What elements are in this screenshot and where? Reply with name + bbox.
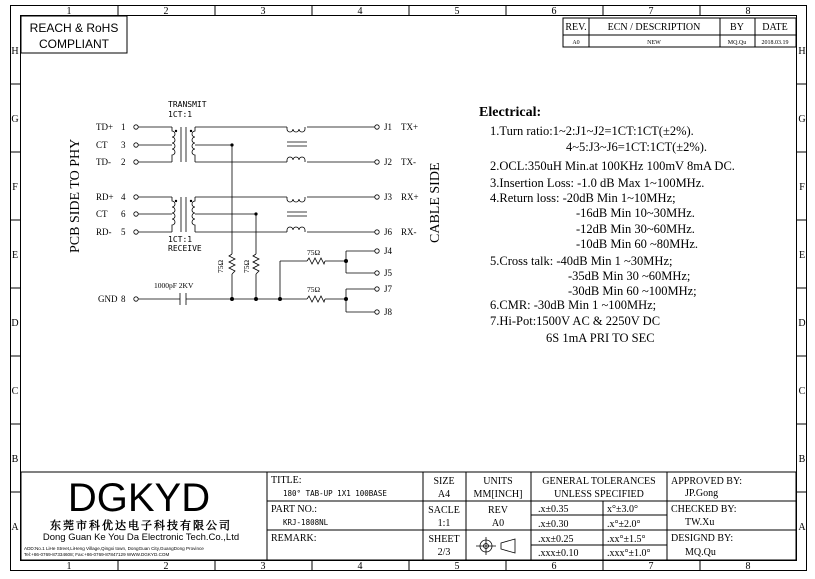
pin-num-6: 6	[121, 209, 126, 219]
pin-label-ct-rx: CT	[96, 209, 108, 219]
approved-value: JP.Gong	[685, 488, 719, 499]
left-pins	[96, 122, 126, 304]
zone-col-bottom: 5	[454, 561, 460, 572]
compliance-box	[21, 16, 127, 53]
electrical-specs	[479, 105, 735, 345]
pin-j8: J8	[384, 307, 393, 317]
title-label: TITLE:	[271, 475, 302, 486]
spec-line: 6S 1mA PRI TO SEC	[546, 331, 655, 345]
tolerance-angular: x°±3.0°	[607, 504, 638, 515]
pin-label-rdp: RD+	[96, 192, 114, 202]
spec-line: 4.Return loss: -20dB Min 1~10MHz;	[490, 191, 676, 205]
zone-row-left: F	[12, 182, 18, 193]
spec-line: -16dB Min 10~30MHz.	[576, 206, 695, 220]
zone-row-right: D	[798, 318, 806, 329]
resistor-h2-label: 75Ω	[307, 285, 321, 294]
zone-col-top: 6	[551, 6, 557, 17]
designed-label: DESIGND BY:	[671, 533, 734, 544]
zone-col-top: 8	[745, 6, 751, 17]
designed-value: MQ.Qu	[685, 547, 716, 558]
tolerance-linear: .xxx±0.10	[538, 548, 579, 559]
company-name-en: Dong Guan Ke You Da Electronic Tech.Co.,Ltd	[42, 532, 240, 543]
transmit-label: TRANSMIT	[168, 100, 207, 109]
spec-line: -35dB Min 30 ~60MHz;	[568, 269, 691, 283]
zone-col-top: 3	[260, 6, 266, 17]
zone-row-left: D	[11, 318, 19, 329]
zone-col-bottom: 1	[66, 561, 72, 572]
sheet-value: 2/3	[437, 547, 451, 558]
resistor-v1-label: 75Ω	[216, 259, 225, 273]
rev-header: REV.	[565, 22, 587, 33]
date-value: 2018.03.19	[761, 40, 789, 46]
schematic	[68, 100, 443, 317]
receive-label: RECEIVE	[168, 244, 202, 253]
tolerances-title-1: GENERAL TOLERANCES	[542, 476, 656, 487]
zone-row-right: F	[799, 182, 805, 193]
tx-transformer	[172, 127, 232, 162]
signal-rx-minus: RX-	[401, 227, 417, 237]
scale-value: 1:1	[437, 518, 451, 529]
pin-j3: J3	[384, 192, 393, 202]
tolerance-linear: .x±0.30	[538, 519, 569, 530]
compliance-line-2: COMPLIANT	[38, 37, 110, 51]
zone-row-right: C	[798, 386, 806, 397]
zone-col-bottom: 3	[260, 561, 266, 572]
component-values	[154, 248, 321, 294]
approved-label: APPROVED BY:	[671, 476, 743, 487]
pin-num-5: 5	[121, 227, 126, 237]
units-value: MM[INCH]	[473, 489, 523, 500]
scale-label: SACLE	[428, 505, 460, 516]
spec-line: 6.CMR: -30dB Min 1 ~100MHz;	[490, 298, 657, 312]
pin-num-3: 3	[121, 140, 126, 150]
spec-line: 5.Cross talk: -40dB Min 1 ~30MHz;	[490, 254, 673, 268]
pcb-side-label: PCB SIDE TO PHY	[68, 138, 83, 253]
zone-col-top: 2	[163, 6, 169, 17]
signal-tx-plus: TX+	[401, 122, 419, 132]
ecn-value: NEW	[647, 40, 661, 46]
projection-symbol-icon	[476, 537, 515, 555]
zone-row-right: H	[798, 46, 806, 57]
pin-label-tdp: TD+	[96, 122, 114, 132]
signal-rx-plus: RX+	[401, 192, 419, 202]
pin-j5: J5	[384, 268, 393, 278]
zone-col-top: 7	[648, 6, 654, 17]
pin-j4: J4	[384, 246, 393, 256]
rev-value-tb: A0	[491, 518, 505, 529]
pin-label-rdn: RD-	[96, 227, 112, 237]
zone-row-right: B	[798, 454, 806, 465]
checked-value: TW.Xu	[685, 517, 715, 528]
zone-row-left: H	[11, 46, 19, 57]
zone-col-bottom: 2	[163, 561, 169, 572]
zone-row-right: E	[798, 250, 806, 261]
right-pins	[384, 122, 419, 317]
date-header: DATE	[762, 22, 788, 33]
spec-line: 2.OCL:350uH Min.at 100KHz 100mV 8mA DC.	[490, 159, 735, 173]
size-value: A4	[437, 489, 451, 500]
tolerances-title-2: UNLESS SPECIFIED	[554, 489, 644, 500]
company-contact: Tel:+86-0769-87334608; Fax:+86-0769-87847129 WWW.DGKYD.COM	[24, 552, 170, 557]
pin-num-2: 2	[121, 157, 126, 167]
pin-label-ct-tx: CT	[96, 140, 108, 150]
compliance-line-1: REACH & RoHS	[29, 21, 119, 35]
company-name-cn: 东莞市科优达电子科技有限公司	[50, 520, 232, 532]
units-label: UNITS	[483, 476, 513, 487]
tolerance-angular: .x°±2.0°	[607, 519, 641, 530]
pin-label-tdn: TD-	[96, 157, 111, 167]
electrical-title: Electrical:	[479, 105, 542, 120]
zone-col-bottom: 8	[745, 561, 751, 572]
pin-label-gnd: GND	[98, 294, 118, 304]
resistor-h1-label: 75Ω	[307, 248, 321, 257]
zone-row-left: C	[11, 386, 19, 397]
spec-line: -30dB Min 60 ~100MHz;	[568, 284, 697, 298]
rev-value: A0	[572, 40, 580, 46]
by-header: BY	[730, 22, 744, 33]
tolerance-linear: .x±0.35	[538, 504, 569, 515]
checked-label: CHECKED BY:	[671, 504, 737, 515]
company-block	[24, 476, 239, 557]
zone-row-left: G	[11, 114, 19, 125]
rx-transformer	[172, 197, 256, 232]
company-address: ADD:No.1 LiHe Street,LiHeng Village,Qingxi town, DongGuan City,GuangDong Province	[24, 546, 204, 551]
pin-j7: J7	[384, 284, 393, 294]
zone-col-top: 4	[357, 6, 363, 17]
tolerance-angular: .xx°±1.5°	[607, 534, 646, 545]
pin-j1: J1	[384, 122, 393, 132]
zone-row-right: A	[798, 522, 806, 533]
zone-col-bottom: 6	[551, 561, 557, 572]
by-value: MQ.Qu	[727, 40, 747, 46]
company-logo: DGKYD	[67, 476, 211, 520]
pin-num-4: 4	[121, 192, 126, 202]
spec-line: 3.Insertion Loss: -1.0 dB Max 1~100MHz.	[490, 176, 705, 190]
pin-j6: J6	[384, 227, 393, 237]
transmit-ratio: 1CT:1	[168, 110, 193, 119]
zone-col-top: 5	[454, 6, 460, 17]
zone-row-right: G	[798, 114, 806, 125]
pin-num-1: 1	[121, 122, 126, 132]
rev-label: REV	[488, 505, 508, 516]
title-value: 180° TAB-UP 1X1 100BASE	[283, 489, 387, 498]
zone-col-bottom: 7	[648, 561, 654, 572]
capacitor-label: 1000pF 2KV	[154, 281, 194, 290]
zone-row-left: E	[11, 250, 19, 261]
ecn-header: ECN / DESCRIPTION	[607, 22, 701, 33]
zone-row-left: A	[11, 522, 19, 533]
spec-line: -12dB Min 30~60MHz.	[576, 222, 695, 236]
tolerance-angular: .xxx°±1.0°	[607, 548, 651, 559]
zone-row-left: B	[11, 454, 19, 465]
receive-ratio: 1CT:1	[168, 235, 193, 244]
spec-line: 7.Hi-Pot:1500V AC & 2250V DC	[490, 314, 661, 328]
part-number-value: KRJ-1808NL	[283, 518, 329, 527]
zone-col-bottom: 4	[357, 561, 363, 572]
remark-label: REMARK:	[271, 533, 317, 544]
sheet-label: SHEET	[428, 534, 460, 545]
size-label: SIZE	[433, 476, 455, 487]
resistor-v2-label: 75Ω	[242, 259, 251, 273]
spec-line: 1.Turn ratio:1~2:J1~J2=1CT:1CT(±2%).	[490, 124, 694, 138]
junction-dots	[230, 143, 348, 301]
common-mode-chokes	[287, 127, 307, 232]
spec-line: -10dB Min 60 ~80MHz.	[576, 237, 699, 251]
pin-num-8: 8	[121, 294, 126, 304]
tolerance-linear: .xx±0.25	[538, 534, 574, 545]
zone-col-top: 1	[66, 6, 72, 17]
signal-tx-minus: TX-	[401, 157, 416, 167]
part-label: PART NO.:	[271, 504, 318, 515]
pin-j2: J2	[384, 157, 393, 167]
spec-line: 4~5:J3~J6=1CT:1CT(±2%).	[566, 140, 708, 154]
cable-side-label: CABLE SIDE	[428, 162, 443, 243]
